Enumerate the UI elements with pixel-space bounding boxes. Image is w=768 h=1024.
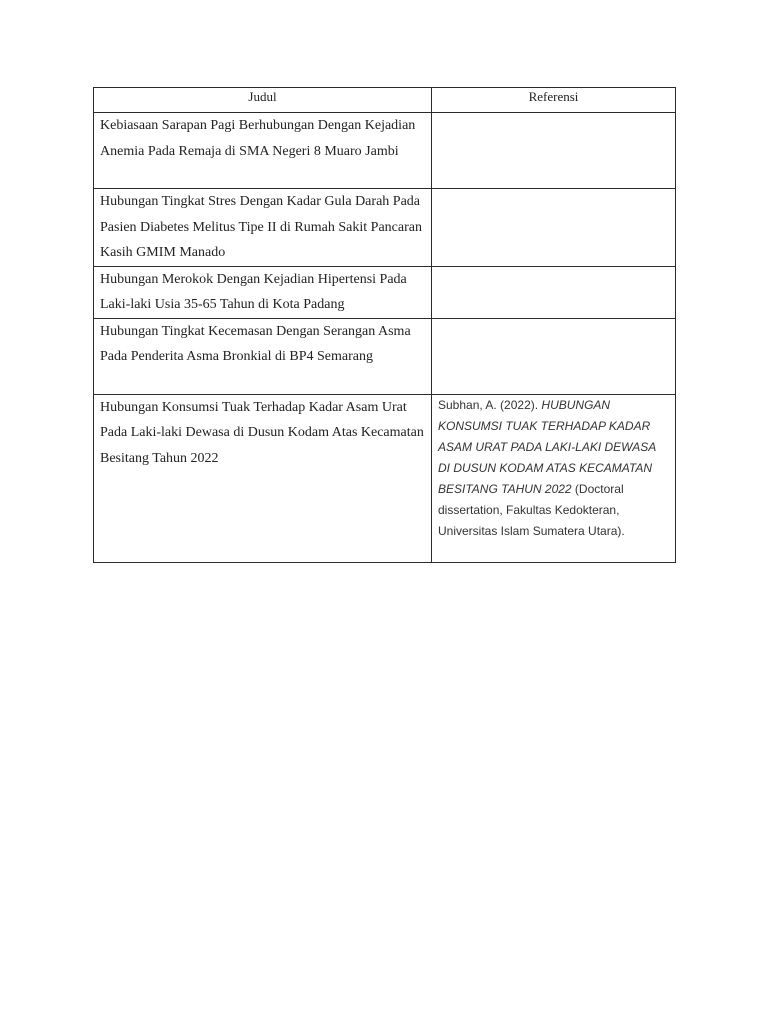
referensi-cell — [432, 113, 676, 189]
table-row — [94, 189, 676, 267]
referensi-column-header: Referensi — [432, 88, 676, 113]
referensi-cell — [432, 266, 676, 318]
judul-column-header: Judul — [94, 88, 432, 113]
reference-title: HUBUNGAN KONSUMSI TUAK TERHADAP KADAR ASAM URAT PADA LAKI-LAKI DEWASA DI DUSUN KODAM ATAS KECAMATAN BESITANG TAHUN 2022 — [438, 397, 656, 496]
table-row — [94, 318, 676, 394]
judul-cell: Hubungan Tingkat Stres Dengan Kadar Gula Darah Pada Pasien Diabetes Melitus Tipe II di Rumah Sakit Pancaran Kasih GMIM Manado — [94, 189, 432, 267]
reference-author: Subhan, A. (2022). — [438, 397, 542, 412]
judul-cell: Kebiasaan Sarapan Pagi Berhubungan Dengan Kejadian Anemia Pada Remaja di SMA Negeri 8 Muaro Jambi — [94, 113, 432, 189]
table-row — [94, 113, 676, 189]
table-row — [94, 394, 676, 562]
table-row — [94, 266, 676, 318]
referensi-cell — [432, 394, 676, 562]
referensi-cell — [432, 189, 676, 267]
reference-publication: (Doctoral dissertation, Fakultas Kedokteran, Universitas Islam Sumatera Utara). — [438, 481, 625, 538]
table-header-row — [94, 88, 676, 113]
judul-cell: Hubungan Tingkat Kecemasan Dengan Serangan Asma Pada Penderita Asma Bronkial di BP4 Semarang — [94, 318, 432, 394]
judul-cell: Hubungan Konsumsi Tuak Terhadap Kadar Asam Urat Pada Laki-laki Dewasa di Dusun Kodam Atas Kecamatan Besitang Tahun 2022 — [94, 394, 432, 562]
judul-cell: Hubungan Merokok Dengan Kejadian Hipertensi Pada Laki-laki Usia 35-65 Tahun di Kota Padang — [94, 266, 432, 318]
reference-table — [93, 87, 676, 563]
referensi-cell — [432, 318, 676, 394]
